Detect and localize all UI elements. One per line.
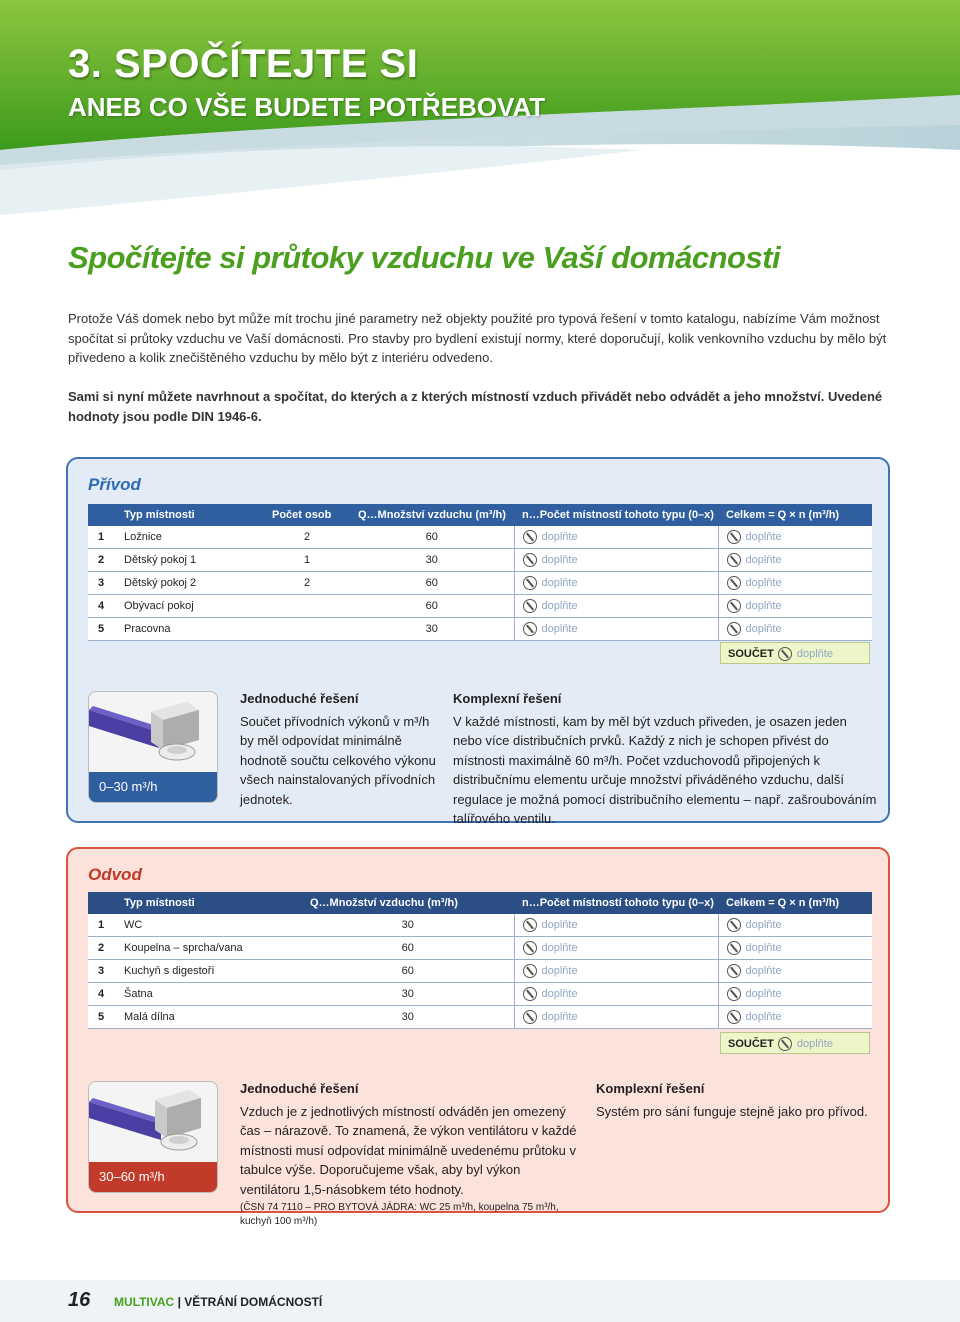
room-count-field[interactable] xyxy=(514,914,718,937)
supply-complex-column xyxy=(453,689,878,829)
pencil-icon xyxy=(523,599,537,613)
fill-in-hint: doplňte xyxy=(745,1011,782,1023)
intro-paragraph: Protože Váš domek nebo byt může mít trochu jiné parametry než objekty použité pro typová řešení v tomto katalogu, nabízíme Vám možnost spočítat si průtoky vzduchu ve Vaší domácnosti. Pro stavby pro bydlení existují normy, které doporučují, kolik venkovního vzduchu by mělo být přivedeno a kolik znečištěného vzduchu by mělo být z interiéru odvedeno. xyxy=(68,311,887,365)
row-number: 1 xyxy=(88,526,116,549)
pencil-icon xyxy=(727,599,741,613)
row-number: 4 xyxy=(88,595,116,618)
air-flow: 60 xyxy=(350,572,514,595)
fill-in-hint: doplňte xyxy=(541,531,578,543)
room-count-field[interactable] xyxy=(514,1006,718,1029)
column-header: Celkem = Q × n (m³/h) xyxy=(718,504,872,526)
pencil-icon xyxy=(727,918,741,932)
column-header: Celkem = Q × n (m³/h) xyxy=(718,892,872,914)
exhaust-panel xyxy=(66,847,890,1227)
pencil-icon xyxy=(727,941,741,955)
pencil-icon xyxy=(727,1010,741,1024)
person-count xyxy=(264,595,350,618)
room-count-field[interactable] xyxy=(514,618,718,641)
complex-solution-text: Systém pro sání funguje stejně jako pro přívod. xyxy=(596,1103,868,1119)
supply-simple-column xyxy=(240,689,436,809)
intro-bold-paragraph: Sami si nyní můžete navrhnout a spočítat, do kterých a z kterých místností vzduch přivádět nebo odvádět a jeho množství. Uvedené hodnoty jsou podle DIN 1946-6. xyxy=(68,389,883,424)
air-flow: 30 xyxy=(350,549,514,572)
room-type: Malá dílna xyxy=(116,1006,302,1029)
room-count-field[interactable] xyxy=(514,595,718,618)
table-row xyxy=(88,914,872,937)
column-header: n…Počet místností tohoto typu (0–x) xyxy=(514,892,718,914)
fill-in-hint: doplňte xyxy=(541,554,578,566)
room-type: Pracovna xyxy=(116,618,264,641)
room-count-field[interactable] xyxy=(514,549,718,572)
air-flow: 60 xyxy=(350,595,514,618)
fill-in-hint: doplňte xyxy=(541,988,578,1000)
table-row xyxy=(88,572,872,595)
supply-table xyxy=(88,504,872,641)
exhaust-table xyxy=(88,892,872,1029)
column-header: Počet osob xyxy=(264,504,350,526)
air-flow: 30 xyxy=(302,1006,514,1029)
page-title: 3. SPOČÍTEJTE SI xyxy=(68,42,419,86)
row-number: 3 xyxy=(88,960,116,983)
exhaust-title: Odvod xyxy=(88,865,142,884)
column-header xyxy=(88,892,116,914)
pencil-icon xyxy=(727,553,741,567)
exhaust-product-image xyxy=(88,1081,218,1193)
air-flow: 60 xyxy=(302,937,514,960)
pencil-icon xyxy=(523,964,537,978)
pencil-icon xyxy=(727,576,741,590)
room-type: WC xyxy=(116,914,302,937)
exhaust-complex-column xyxy=(596,1079,876,1121)
table-row xyxy=(88,526,872,549)
simple-solution-text: Součet přívodních výkonů v m³/h by měl odpovídat minimálně hodnotě součtu celkového výkonu všech nainstalovaných přívodních jednotek. xyxy=(240,713,436,807)
total-field[interactable] xyxy=(718,572,872,595)
room-count-field[interactable] xyxy=(514,572,718,595)
simple-solution-title: Jednoduché řešení xyxy=(240,1081,359,1096)
complex-solution-text: V každé místnosti, kam by měl být vzduch přiveden, je osazen jeden nebo více distribučních prvků. Každý z nich je schopen přivést do místnosti maximálně 60 m³/h. Počet vzduchovodů připojených k distribučnímu elementu určuje množství přiváděného vzduchu, další regulace je možná pomocí distribučního elementu – např. zašroubováním talířového ventilu. xyxy=(453,713,877,826)
total-field[interactable] xyxy=(718,595,872,618)
table-row xyxy=(88,937,872,960)
footer-section: VĚTRÁNÍ DOMÁCNOSTÍ xyxy=(184,1295,323,1309)
total-field[interactable] xyxy=(718,914,872,937)
fill-in-hint: doplňte xyxy=(541,1011,578,1023)
pencil-icon xyxy=(727,964,741,978)
column-header: Q…Množství vzduchu (m³/h) xyxy=(302,892,514,914)
supply-panel xyxy=(66,457,890,826)
row-number: 5 xyxy=(88,618,116,641)
total-field[interactable] xyxy=(718,549,872,572)
fill-in-hint: doplňte xyxy=(745,988,782,1000)
section-title: Spočítejte si průtoky vzduchu ve Vaší domácnosti xyxy=(68,240,781,275)
table-header-row xyxy=(88,892,872,914)
fill-in-hint: doplňte xyxy=(541,623,578,635)
simple-solution-text: Vzduch je z jednotlivých místností odváděn jen omezený čas – nárazově. To znamená, že výkon ventilátoru v každé místnosti musí odpovídat minimálně uvedenému průtoku v tabulce výše. Doporučujeme však, aby byl výkon ventilátoru 1,5-násobkem této hodnoty. xyxy=(240,1103,577,1197)
exhaust-simple-column xyxy=(240,1079,580,1229)
person-count: 1 xyxy=(264,549,350,572)
page-subtitle: ANEB CO VŠE BUDETE POTŘEBOVAT xyxy=(68,92,546,122)
air-flow: 30 xyxy=(302,914,514,937)
pencil-icon xyxy=(778,1037,792,1051)
row-number: 3 xyxy=(88,572,116,595)
room-count-field[interactable] xyxy=(514,526,718,549)
room-count-field[interactable] xyxy=(514,960,718,983)
total-field[interactable] xyxy=(718,618,872,641)
fill-in-hint: doplňte xyxy=(541,942,578,954)
fill-in-hint: doplňte xyxy=(745,577,782,589)
complex-solution-title: Komplexní řešení xyxy=(453,691,562,706)
column-header xyxy=(88,504,116,526)
room-type: Kuchyň s digestoří xyxy=(116,960,302,983)
supply-unit-illustration xyxy=(89,692,217,772)
fill-in-hint: doplňte xyxy=(541,919,578,931)
fill-in-hint: doplňte xyxy=(796,1038,833,1051)
room-count-field[interactable] xyxy=(514,983,718,1006)
person-count xyxy=(264,618,350,641)
supply-title: Přívod xyxy=(88,475,141,494)
room-type: Dětský pokoj 2 xyxy=(116,572,264,595)
table-row xyxy=(88,618,872,641)
supply-product-image xyxy=(88,691,218,803)
footer-separator: | xyxy=(177,1295,181,1309)
total-field[interactable] xyxy=(718,983,872,1006)
simple-solution-title: Jednoduché řešení xyxy=(240,691,359,706)
supply-flow-label: 0–30 m³/h xyxy=(89,772,217,802)
pencil-icon xyxy=(523,918,537,932)
brand-name: MULTIVAC xyxy=(114,1295,175,1309)
table-row xyxy=(88,1006,872,1029)
pencil-icon xyxy=(523,576,537,590)
sum-label: SOUČET xyxy=(728,648,774,660)
fill-in-hint: doplňte xyxy=(745,623,782,635)
person-count: 2 xyxy=(264,572,350,595)
total-field[interactable] xyxy=(718,526,872,549)
sum-field[interactable] xyxy=(720,1032,870,1054)
pencil-icon xyxy=(727,622,741,636)
pencil-icon xyxy=(778,647,792,661)
room-type: Obývací pokoj xyxy=(116,595,264,618)
air-flow: 60 xyxy=(302,960,514,983)
person-count: 2 xyxy=(264,526,350,549)
row-number: 2 xyxy=(88,937,116,960)
table-row xyxy=(88,960,872,983)
page-header xyxy=(0,0,960,215)
sum-field[interactable] xyxy=(720,642,870,664)
pencil-icon xyxy=(523,941,537,955)
fill-in-hint: doplňte xyxy=(745,554,782,566)
air-flow: 60 xyxy=(350,526,514,549)
exhaust-unit-illustration xyxy=(89,1082,217,1162)
table-row xyxy=(88,549,872,572)
row-number: 4 xyxy=(88,983,116,1006)
pencil-icon xyxy=(523,622,537,636)
page-number: 16 xyxy=(68,1289,91,1311)
room-count-field[interactable] xyxy=(514,937,718,960)
fill-in-hint: doplňte xyxy=(745,965,782,977)
pencil-icon xyxy=(523,1010,537,1024)
fill-in-hint: doplňte xyxy=(541,577,578,589)
table-row xyxy=(88,595,872,618)
table-row xyxy=(88,983,872,1006)
room-type: Šatna xyxy=(116,983,302,1006)
complex-solution-title: Komplexní řešení xyxy=(596,1081,705,1096)
pencil-icon xyxy=(523,553,537,567)
column-header: Q…Množství vzduchu (m³/h) xyxy=(350,504,514,526)
air-flow: 30 xyxy=(302,983,514,1006)
row-number: 2 xyxy=(88,549,116,572)
pencil-icon xyxy=(523,987,537,1001)
sum-label: SOUČET xyxy=(728,1038,774,1050)
column-header: n…Počet místností tohoto typu (0–x) xyxy=(514,504,718,526)
column-header: Typ místnosti xyxy=(116,504,264,526)
pencil-icon xyxy=(727,987,741,1001)
fill-in-hint: doplňte xyxy=(745,600,782,612)
fill-in-hint: doplňte xyxy=(745,531,782,543)
standard-note: (ČSN 74 7110 – PRO BYTOVÁ JÁDRA: WC 25 m³/h, koupelna 75 m³/h, kuchyň 100 m³/h) xyxy=(240,1202,559,1227)
row-number: 1 xyxy=(88,914,116,937)
air-flow: 30 xyxy=(350,618,514,641)
room-type: Dětský pokoj 1 xyxy=(116,549,264,572)
pencil-icon xyxy=(523,530,537,544)
column-header: Typ místnosti xyxy=(116,892,302,914)
table-header-row xyxy=(88,504,872,526)
page-footer xyxy=(0,1280,960,1322)
exhaust-flow-label: 30–60 m³/h xyxy=(89,1162,217,1192)
total-field[interactable] xyxy=(718,960,872,983)
pencil-icon xyxy=(727,530,741,544)
fill-in-hint: doplňte xyxy=(796,648,833,661)
fill-in-hint: doplňte xyxy=(745,942,782,954)
fill-in-hint: doplňte xyxy=(541,600,578,612)
room-type: Ložnice xyxy=(116,526,264,549)
footer-brand xyxy=(114,1295,322,1309)
fill-in-hint: doplňte xyxy=(745,919,782,931)
total-field[interactable] xyxy=(718,937,872,960)
room-type: Koupelna – sprcha/vana xyxy=(116,937,302,960)
total-field[interactable] xyxy=(718,1006,872,1029)
row-number: 5 xyxy=(88,1006,116,1029)
fill-in-hint: doplňte xyxy=(541,965,578,977)
